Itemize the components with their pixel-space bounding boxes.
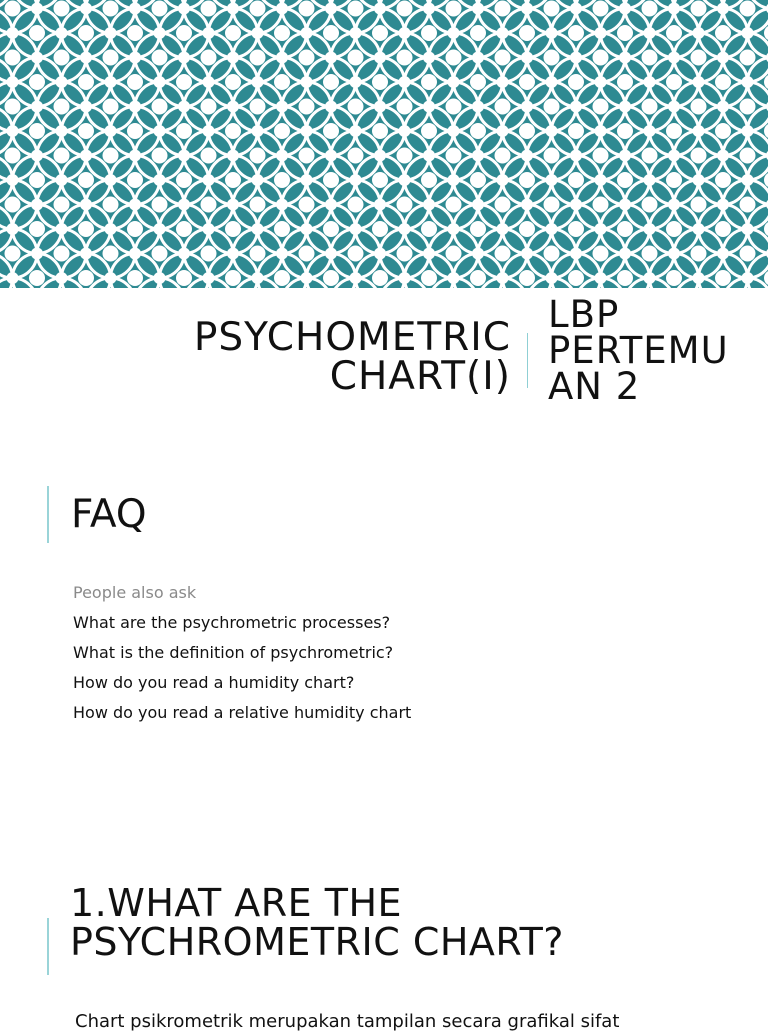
section-heading-line-1: 1.WHAT ARE THE bbox=[70, 881, 403, 925]
section-accent-bar bbox=[47, 918, 49, 975]
decorative-banner bbox=[0, 0, 768, 288]
section-heading bbox=[70, 881, 730, 964]
slide-title-line-1: PSYCHOMETRIC bbox=[193, 315, 511, 360]
slide-title bbox=[111, 315, 511, 399]
slide-subtitle-line-1: LBP bbox=[548, 293, 620, 336]
section-heading-line-2: PSYCHROMETRIC CHART? bbox=[70, 920, 564, 964]
faq-accent-bar bbox=[47, 486, 49, 543]
slide-subtitle-line-3: AN 2 bbox=[548, 365, 641, 408]
title-divider bbox=[527, 333, 528, 388]
faq-heading: FAQ bbox=[71, 492, 147, 537]
faq-question: What are the psychrometric processes? bbox=[73, 613, 391, 632]
faq-intro: People also ask bbox=[73, 583, 197, 602]
faq-question: How do you read a relative humidity chart bbox=[73, 703, 412, 722]
slide-title-line-2: CHART(I) bbox=[329, 354, 511, 399]
slide-subtitle-line-2: PERTEMU bbox=[548, 329, 729, 372]
faq-list bbox=[73, 578, 411, 728]
faq-question: How do you read a humidity chart? bbox=[73, 673, 355, 692]
section-body-text: Chart psikrometrik merupakan tampilan secara grafikal sifat bbox=[75, 1011, 620, 1032]
lattice-pattern bbox=[0, 0, 768, 288]
slide-subtitle bbox=[548, 293, 768, 408]
faq-question: What is the definition of psychrometric? bbox=[73, 643, 394, 662]
